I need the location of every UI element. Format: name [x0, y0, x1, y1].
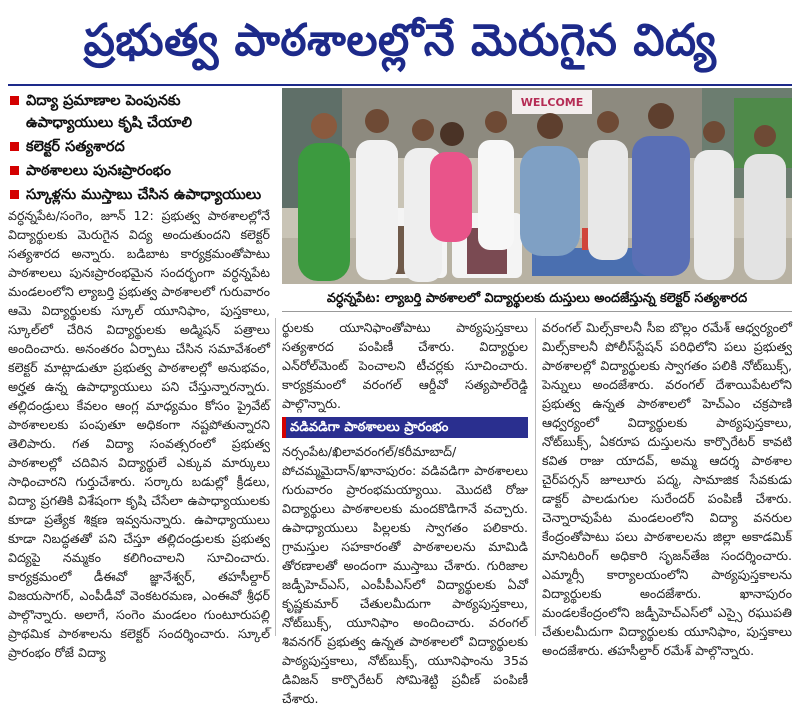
- headline-rule: [8, 84, 792, 86]
- event-photo-illustration: [282, 88, 792, 284]
- highlight-text: స్కూళ్లను ముస్తాబు చేసిన ఉపాధ్యాయులు: [26, 187, 262, 203]
- article-body-text: వరంగల్‌ మిల్స్‌కాలనీ సీఐ బొల్లం రమేశ్‌ ఆధ్వర్యంలో మిల్స్‌కాలనీ పోలీస్‌స్టేషన్‌ పరిధిలోని పలు ప్రభుత్వ పాఠశాలల్లో విద్యార్థులకు స్వాగతం పలికి నోట్‌బుక్స్‌, పెన్నులు అందజేశారు. వరంగల్‌ దేశాయిపేటలోని ప్రభుత్వ ఉన్నత పాఠశాలలో హెచ్‌ఎం చక్రపాణి ఆధ్వర్యంలో విద్యార్థులకు పాఠ్యపుస్తకాలు, నోట్‌బుక్స్‌, ఏకరూప దుస్తులను కార్పొరేటర్‌ కావటి కవిత రాజు యాదవ్‌, అమ్మ ఆదర్శ పాఠశాల చైర్‌పర్సన్‌ జూలూరు పద్మ, సామాజిక సేవకుడు డాక్టర్‌ పాలడుగుల సురేందర్‌ పంపిణీ చేశారు. చెన్నారావుపేట మండలంలోని విద్యా వనరుల కేంద్రంతోపాటు పలు పాఠశాలలను జిల్లా అకాడమిక్‌ మానిటరింగ్‌ అధికారి సృజన్‌తేజ సందర్శించారు. ఎమ్మార్సీ కార్యాలయంలోని పాఠ్యపుస్తకాలను విద్యార్థులకు అందజేశారు. ఖానాపురం మండలకేంద్రంలోని జడ్పీహెచ్‌ఎస్‌లో ఎస్సై రఘుపతి చేతులమీదుగా విద్యార్థులకు యూనిఫాం, పుస్తకాలు అందజేశారు. తహసీల్దార్‌ రమేశ్‌ పాల్గొన్నారు.: [542, 320, 792, 658]
- red-square-icon: [10, 142, 19, 151]
- news-photo: [282, 88, 792, 284]
- article-column-2: [282, 318, 528, 706]
- highlight-item: [8, 184, 270, 206]
- highlight-item: [8, 90, 270, 134]
- highlight-item: [8, 160, 270, 182]
- section-subheading: వడివడిగా పాఠశాలలు ప్రారంభం: [282, 417, 528, 438]
- red-square-icon: [10, 166, 19, 175]
- red-square-icon: [10, 190, 19, 199]
- article-column-1: [8, 206, 270, 660]
- highlights-list: [8, 90, 270, 208]
- highlight-text: విద్యా ప్రమాణాల పెంపునకు ఉపాధ్యాయులు కృషి చేయాలి: [26, 93, 192, 131]
- article-column-3: [542, 318, 792, 658]
- highlight-text: కలెక్టర్‌ సత్యశారద: [26, 139, 125, 155]
- red-square-icon: [10, 96, 19, 105]
- article-body-text: నర్సంపేట/ఖిలావరంగల్‌/కరీమాబాద్‌/పోచమ్మమైదాన్‌/ఖానాపురం: వడివడిగా పాఠశాలలు గురువారం ప్రారంభమయ్యాయి. మొదటి రోజు విద్యార్థులు పాఠశాలలకు మందకొడిగానే వచ్చారు. ఉపాధ్యాయులు పిల్లలకు స్వాగతం పలికారు. గ్రామస్తుల సహకారంతో పాఠశాలలను మామిడి తోరణాలతో అందంగా ముస్తాబు చేశారు. గురిజాల జడ్పీహెచ్‌ఎస్‌, ఎంపీపీఎస్‌లో విద్యార్థులకు ఏవో కృష్ణకుమార్‌ చేతులమీదుగా పాఠ్యపుస్తకాలు, నోట్‌బుక్స్‌, యూనిఫాం అందించారు. వరంగల్‌ శివనగర్‌ ప్రభుత్వ ఉన్నత పాఠశాలలో విద్యార్థులకు పాఠ్యపుస్తకాలు, నోట్‌బుక్స్‌, యూనిఫాంను 35వ డివిజన్‌ కార్పొరేటర్‌ సోమిశెట్టి ప్రవీణ్‌ పంపిణీ చేశారు.: [282, 444, 528, 706]
- banner-text: WELCOME: [520, 96, 584, 109]
- column-divider: [535, 318, 536, 636]
- article-body-text: వర్ధన్నపేట/సంగెం, జూన్‌ 12: ప్రభుత్వ పాఠశాలల్లోనే విద్యార్థులకు మెరుగైన విద్య అందుతుందని కలెక్టర్‌ సత్యశారద అన్నారు. బడిబాట కార్యక్రమంతోపాటు పాఠశాలలు పునఃప్రారంభమైన సందర్భంగా వర్ధన్నపేట మండలంలోని ల్యాబర్తి ప్రభుత్వ పాఠశాలలో గురువారం ఆమె విద్యార్థులకు స్కూల్‌ యూనిఫాం, పుస్తకాలు, స్కూల్‌లో చేరిన విద్యార్థులకు అడ్మిషన్‌ పత్రాలు అందించారు. అనంతరం ఏర్పాటు చేసిన సమావేశంలో కలెక్టర్‌ మాట్లాడుతూ ప్రభుత్వ పాఠశాలల్లో అనుభవం, అర్హత ఉన్న ఉపాధ్యాయులు పని చేస్తున్నారన్నారు. తల్లిదండ్రులు కేవలం ఆంగ్ల మాధ్యమం కోసం ప్రైవేట్‌ పాఠశాలలకు పంపుతూ అధికంగా నష్టపోతున్నారని తెలిపారు. గత విద్యా సంవత్సరంలో ప్రభుత్వ పాఠశాలల్లో చదివిన విద్యార్థులే ఎక్కువ మార్కులు సాధించారని గుర్తుచేశారు. సర్కారు బడుల్లో క్రీడలు, విద్యా ప్రగతికి విశేషంగా కృషి చేసేలా ఉపాధ్యాయులకు కూడా ప్రత్యేక శిక్షణ ఇవ్వనున్నారు. ఉపాధ్యాయులు కూడా నిబద్ధతతో పని చేస్తూ తల్లిదండ్రులకు ప్రభుత్వ విద్యపై నమ్మకం కలిగించాలని సూచించారు. కార్యక్రమంలో డీఈవో జ్ఞానేశ్వర్‌, తహసీల్దార్‌ విజయసాగర్‌, ఎంపీడీవో వెంకటరమణ, ఎంఈవో శ్రీధర్‌ పాల్గొన్నారు. అలాగే, సంగెం మండలం గుంటూరుపల్లి ప్రాథమిక పాఠశాలను కలెక్టర్‌ సందర్శించారు. స్కూల్‌ ప్రారంభం రోజే విద్యా: [8, 208, 270, 660]
- column-divider: [275, 318, 276, 636]
- photo-caption: వర్ధన్నపేట: ల్యాబర్తి పాఠశాలలో విద్యార్థులకు దుస్తులు అందజేస్తున్న కలెక్టర్‌ సత్యశారద: [282, 287, 792, 312]
- article-body-text: ర్థులకు యూనిఫాంతోపాటు పాఠ్యపుస్తకాలు సత్యశారద పంపిణీ చేశారు. విద్యార్థుల ఎన్‌రోల్‌మెంట్‌ పెంచాలని టీచర్లకు సూచించారు. కార్యక్రమంలో వరంగల్‌ ఆర్డీవో సత్యపాల్‌రెడ్డి పాల్గొన్నారు.: [282, 320, 528, 411]
- highlight-item: [8, 136, 270, 158]
- highlight-text: పాఠశాలలు పునఃప్రారంభం: [26, 163, 172, 179]
- page-headline: ప్రభుత్వ పాఠశాలల్లోనే మెరుగైన విద్య: [83, 15, 717, 66]
